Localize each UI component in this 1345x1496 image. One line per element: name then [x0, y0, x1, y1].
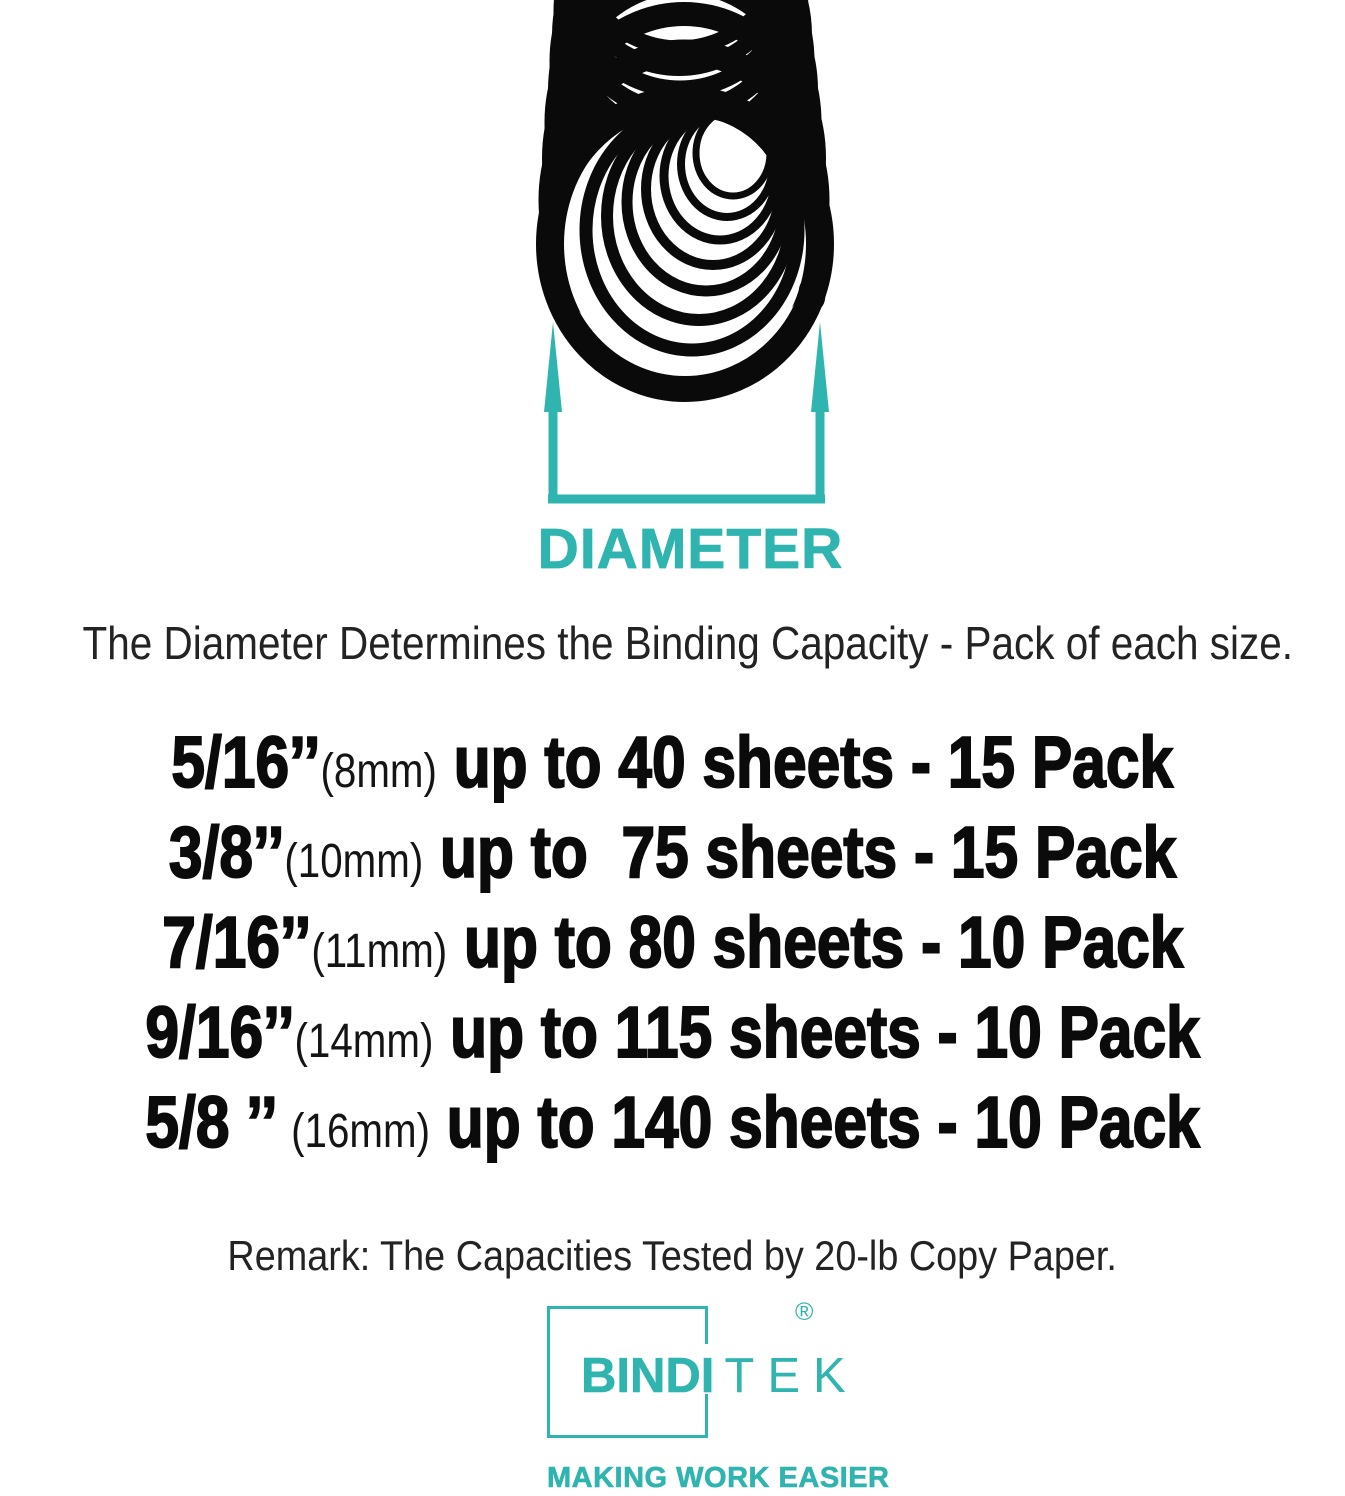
size-mm: (11mm): [311, 925, 447, 978]
size-mm: (8mm): [320, 745, 438, 798]
size-line: [0, 1078, 1345, 1168]
size-line: [0, 808, 1345, 898]
registered-mark-icon: ®: [795, 1298, 814, 1326]
remark: [0, 1232, 1345, 1280]
size-value: 5/8 ’’: [145, 1083, 292, 1163]
headline-text: The Diameter Determines the Binding Capacity - Pack of each size.: [82, 617, 1293, 669]
size-mm: (14mm): [294, 1015, 434, 1068]
size-list: [0, 718, 1345, 1168]
brand-logo: [581, 1348, 859, 1403]
coil-rings: [549, 0, 829, 389]
size-mm: (10mm): [284, 835, 424, 888]
size-desc: up to 80 sheets - 10 Pack: [446, 903, 1184, 983]
size-line: [0, 988, 1345, 1078]
arrow-up-right-icon: [811, 322, 829, 412]
arrow-up-left-icon: [544, 322, 562, 412]
size-line: [0, 898, 1345, 988]
brand-bold-text: BINDI: [581, 1349, 715, 1403]
size-value: 7/16’’: [161, 903, 312, 983]
size-mm: (16mm): [291, 1105, 430, 1158]
size-desc: up to 115 sheets - 10 Pack: [433, 993, 1200, 1073]
brand-tagline: MAKING WORK EASIER: [547, 1462, 890, 1494]
remark-text: Remark: The Capacities Tested by 20-lb Copy Paper.: [227, 1232, 1118, 1279]
size-value: 9/16’’: [145, 993, 295, 1073]
size-desc: up to 75 sheets - 15 Pack: [423, 813, 1177, 893]
size-desc: up to 40 sheets - 15 Pack: [437, 723, 1174, 803]
size-desc: up to 140 sheets - 10 Pack: [429, 1083, 1200, 1163]
size-value: 3/8’’: [168, 813, 285, 893]
diameter-label: DIAMETER: [537, 517, 844, 581]
brand-light-text: TEK: [724, 1349, 859, 1403]
coil-photo: [0, 0, 1345, 512]
size-value: 5/16’’: [171, 723, 321, 803]
size-line: [0, 718, 1345, 808]
headline: [0, 616, 1345, 670]
